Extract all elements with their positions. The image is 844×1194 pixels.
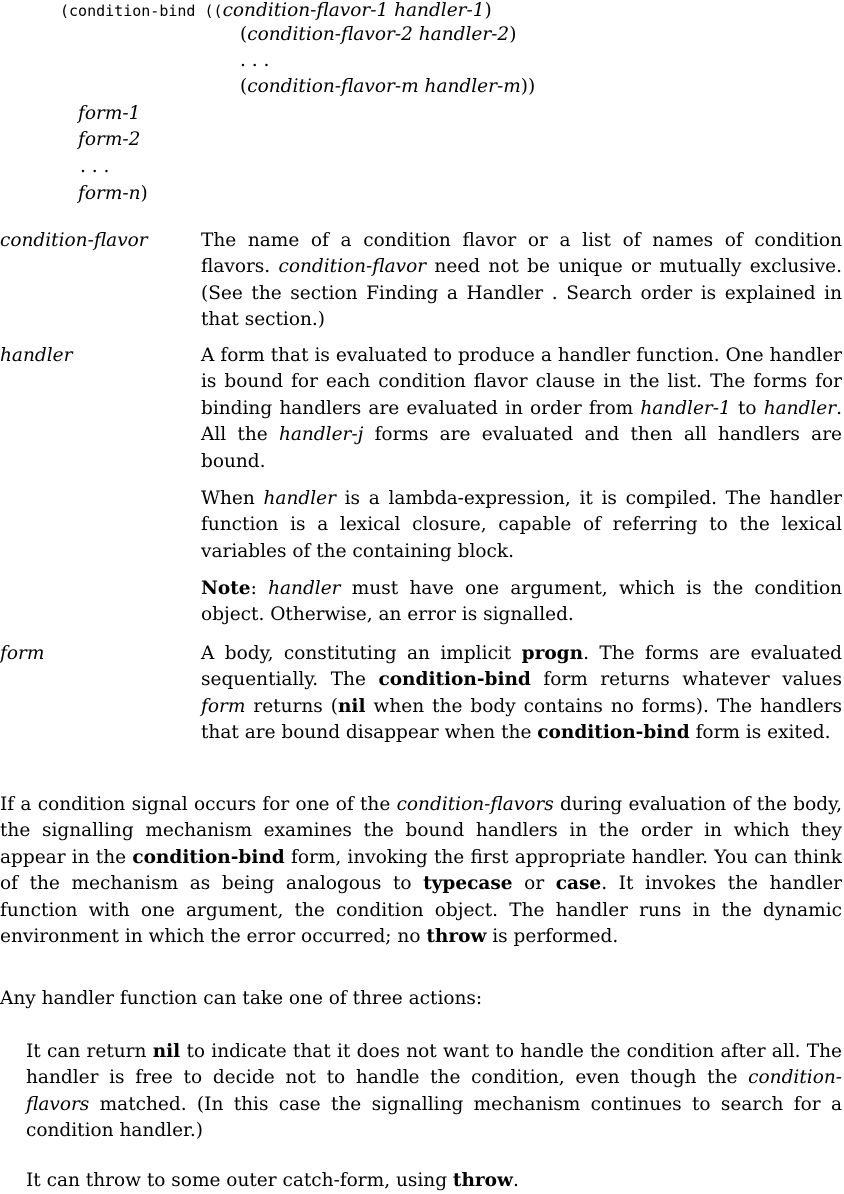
syntax-form-2: form-2 [78,129,141,150]
syntax-line-1: (condition-bind ((condition-flavor-1 handler-1) [60,0,492,21]
handler-paragraph-2: When handler is a lambda-expression, it is compiled. The handler function is a lexical closure, capable of referring to the lexical variables of the containing block. [201,488,842,562]
handler-paragraph-1: A form that is evaluated to produce a handler function. One handler is bound for each condition flavor clause in the list. The forms for binding handlers are evaluated in order from handler-1 to handler. All the handler-j forms are evaluated and then all handlers are bound. [201,345,842,472]
syntax-line-4: (condition-flavor-m handler-m)) [240,76,536,97]
syntax-line-3: . . . [240,50,270,71]
syntax-line-2: (condition-flavor-2 handler-2) [240,24,517,45]
handler-note: Note: handler must have one argument, which is the condition object. Otherwise, an error is signalled. [201,578,842,626]
list-item-throw: It can throw to some outer catch-form, using throw. [26,1170,519,1191]
body-paragraph-actions: Any handler function can take one of three actions: [0,988,483,1009]
definition-form: A body, constituting an implicit progn. The forms are evaluated sequentially. The condition-bind form returns whatever values form returns (nil when the body contains no forms). The handlers that are bound disappear when the condition-bind form is exited. [201,643,842,744]
term-form: form [0,643,45,664]
term-condition-flavor: condition-flavor [0,230,148,251]
term-handler: handler [0,345,73,366]
definition-condition-flavor: The name of a condition flavor or a list of names of condition flavors. condition-flavor need not be unique or mutually exclusive. (See the section Finding a Handler . Search order is explained in that section.) [201,230,842,331]
list-item-return-nil: It can return nil to indicate that it does not want to handle the condition after all. The handler is free to decide not to handle the condition, even though the condition-flavors matched. (In this case the signalling mechanism continues to search for a condition handler.) [26,1041,842,1142]
syntax-form-n: form-n) [78,183,148,204]
syntax-keyword: (condition-bind (( [60,2,223,20]
definition-handler [201,343,842,475]
body-paragraph-signal: If a condition signal occurs for one of the condition-flavors during evaluation of the body, the signalling mechanism examines the bound handlers in the order in which they appear in the condition-bind form, invoking the first appropriate handler. You can think of the mechanism as being analogous to typecase or case. It invokes the handler function with one argument, the condition object. The handler runs in the dynamic environment in which the error occurred; no throw is performed. [0,794,842,948]
syntax-ellipsis: . . . [80,156,110,177]
syntax-form-1: form-1 [78,103,141,124]
